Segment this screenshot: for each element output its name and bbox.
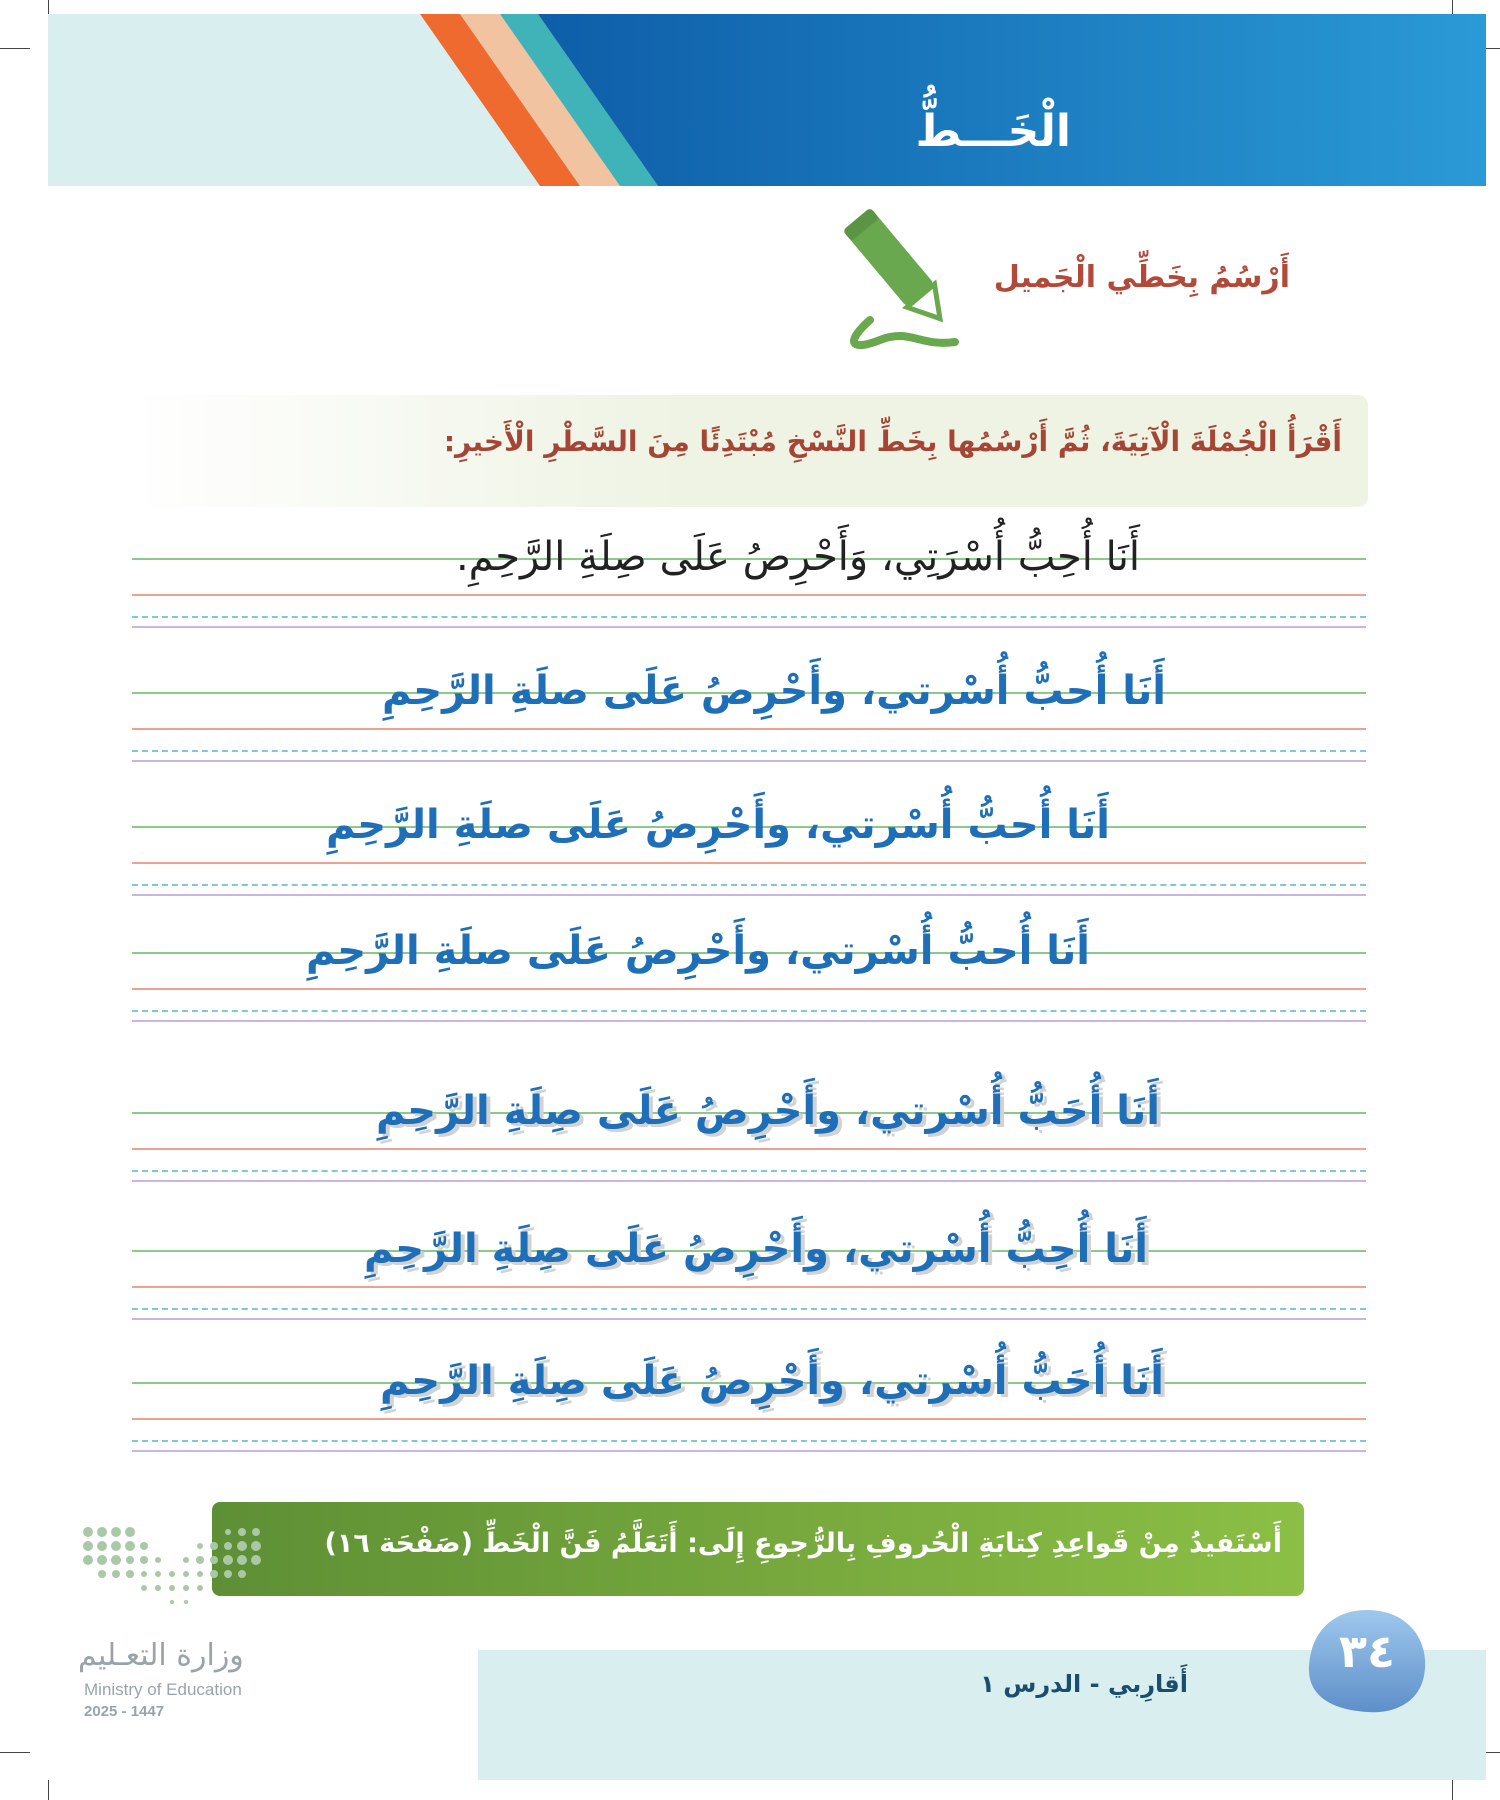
- model-sentence: أَنَا أُحِبُّ أُسْرَتِي، وَأَحْرِصُ عَلَى صِلَةِ الرَّحِمِ.: [455, 534, 1140, 580]
- tip-text: أَسْتَفيدُ مِنْ قَواعِدِ كِتابَةِ الْحُروفِ بِالرُّجوعِ إِلَى: أَتَعَلَّمُ فَنَّ الْخَطِّ (صَفْحَة ١٦): [324, 1528, 1282, 1559]
- page-header: [48, 14, 1486, 186]
- ministry-year: 2025 - 1447: [84, 1703, 165, 1720]
- blue-band: [538, 14, 1486, 186]
- tip-box: [212, 1502, 1304, 1596]
- lesson-label: أَقارِبي - الدرس ١: [980, 1670, 1188, 1698]
- header-stripes: [48, 14, 1486, 186]
- written-sentence: أَنَا أُحِبُّ أُسْرتي، وأَحْرِصُ عَلَى صِلَةِ الرَّحِمِ: [363, 1226, 1148, 1272]
- page-title: الْخَـــطُّ: [915, 106, 1071, 157]
- pencil-icon: [840, 202, 980, 352]
- practice-line: [132, 1088, 1366, 1198]
- practice-line: [132, 534, 1366, 644]
- ministry-name-en: Ministry of Education: [84, 1680, 242, 1699]
- practice-line: [132, 668, 1366, 778]
- crop-mark: [0, 48, 30, 49]
- crop-mark: [0, 1752, 30, 1753]
- written-sentence: أَنَا أُحَبُّ أُسْرتي، وأَحْرِصُ عَلَى صِلَةِ الرَّحِمِ: [379, 1358, 1164, 1404]
- practice-line: [132, 1226, 1366, 1336]
- ministry-logo-icon: [78, 1522, 268, 1632]
- practice-line: [132, 1358, 1366, 1468]
- instruction-box: [130, 395, 1368, 507]
- practice-line: [132, 928, 1366, 1038]
- written-sentence: أَنَا أُحبُّ أُسْرتي، وأَحْرِصُ عَلَى صلَةِ الرَّحِمِ: [325, 802, 1110, 848]
- instruction-text: أَقْرَأُ الْجُمْلَةَ الْآتِيَةَ، ثُمَّ أَرْسُمُها بِخَطِّ النَّسْخِ مُبْتَدِئًا مِنَ السَّطْرِ الْأَخيرِ:: [443, 425, 1342, 458]
- section-heading: أَرْسُمُ بِخَطِّي الْجَميل: [993, 260, 1290, 295]
- ministry-name-ar: وزارة التعـليم: [78, 1638, 244, 1673]
- written-sentence: أَنَا أُحبُّ أُسْرتي، وأَحْرِصُ عَلَى صلَةِ الرَّحِمِ: [381, 668, 1166, 714]
- written-sentence: أَنَا أُحبُّ أُسْرتي، وأَحْرِصُ عَلَى صلَةِ الرَّحِمِ: [305, 928, 1090, 974]
- page-number: ٣٤: [1338, 1624, 1396, 1678]
- written-sentence: أَنَا أُحَبُّ أُسْرتي، وأَحْرِصُ عَلَى صِلَةِ الرَّحِمِ: [375, 1088, 1160, 1134]
- practice-line: [132, 802, 1366, 912]
